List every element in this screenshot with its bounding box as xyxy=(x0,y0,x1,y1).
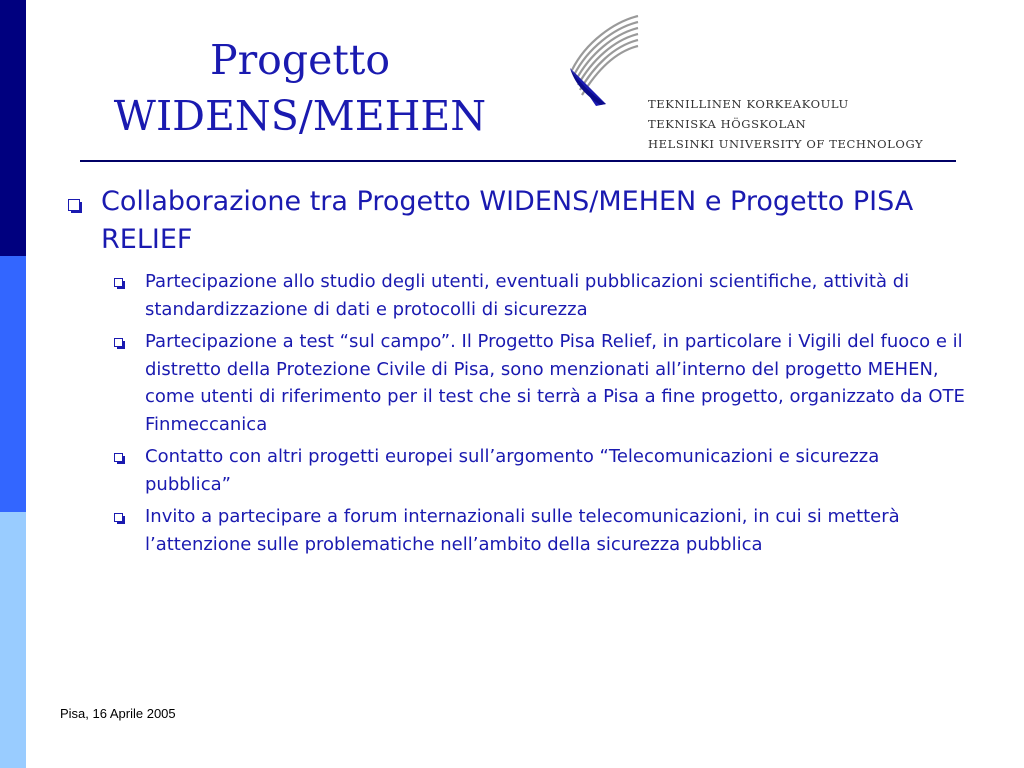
sub-bullet-text: Contatto con altri progetti europei sull’argomento “Telecomunicazioni e sicurezza pubblica” xyxy=(145,446,880,495)
slide-title-line1: Progetto xyxy=(209,36,390,84)
header-divider xyxy=(80,160,956,162)
sidebar-segment-light xyxy=(0,512,26,768)
slide-title-line2: WIDENS/MEHEN xyxy=(113,92,487,140)
sub-bullet-text: Partecipazione allo studio degli utenti, eventuali pubblicazioni scientifiche, attività di standardizzazione di dati e protocolli di sicurezza xyxy=(145,271,910,320)
sub-bullet-icon xyxy=(114,338,123,347)
sidebar-segment-dark xyxy=(0,0,26,256)
slide-title xyxy=(60,32,540,144)
university-line-sv: TEKNISKA HÖGSKOLAN xyxy=(648,117,807,131)
main-bullet-text: Collaborazione tra Progetto WIDENS/MEHEN e Progetto PISA RELIEF xyxy=(101,186,914,255)
university-name xyxy=(648,94,923,154)
sidebar-segment-mid xyxy=(0,256,26,512)
sub-bullet-list xyxy=(110,268,970,563)
footer-date: Pisa, 16 Aprile 2005 xyxy=(60,706,176,721)
sub-bullet-text: Partecipazione a test “sul campo”. Il Progetto Pisa Relief, in particolare i Vigili del fuoco e il distretto della Protezione Civile di Pisa, sono menzionati all’interno del progetto MEHEN, come utenti di riferimento per il test che si terrà a Pisa a fine progetto, organizzato da OTE Finmeccanica xyxy=(145,331,965,435)
university-line-fi: TEKNILLINEN KORKEAKOULU xyxy=(648,97,849,111)
sub-bullet-icon xyxy=(114,513,123,522)
sub-bullet-item xyxy=(110,443,970,498)
left-color-bar xyxy=(0,0,26,768)
sub-bullet-text: Invito a partecipare a forum internazionali sulle telecomunicazioni, in cui si metterà l’attenzione sulle problematiche nell’ambito della sicurezza pubblica xyxy=(145,506,900,555)
sub-bullet-item xyxy=(110,268,970,323)
tkk-logo-icon xyxy=(566,12,642,108)
sub-bullet-item xyxy=(110,328,970,438)
sub-bullet-icon xyxy=(114,453,123,462)
main-bullet-icon xyxy=(68,199,80,211)
sub-bullet-item xyxy=(110,503,970,558)
sub-bullet-icon xyxy=(114,278,123,287)
university-line-en: HELSINKI UNIVERSITY OF TECHNOLOGY xyxy=(648,137,924,151)
